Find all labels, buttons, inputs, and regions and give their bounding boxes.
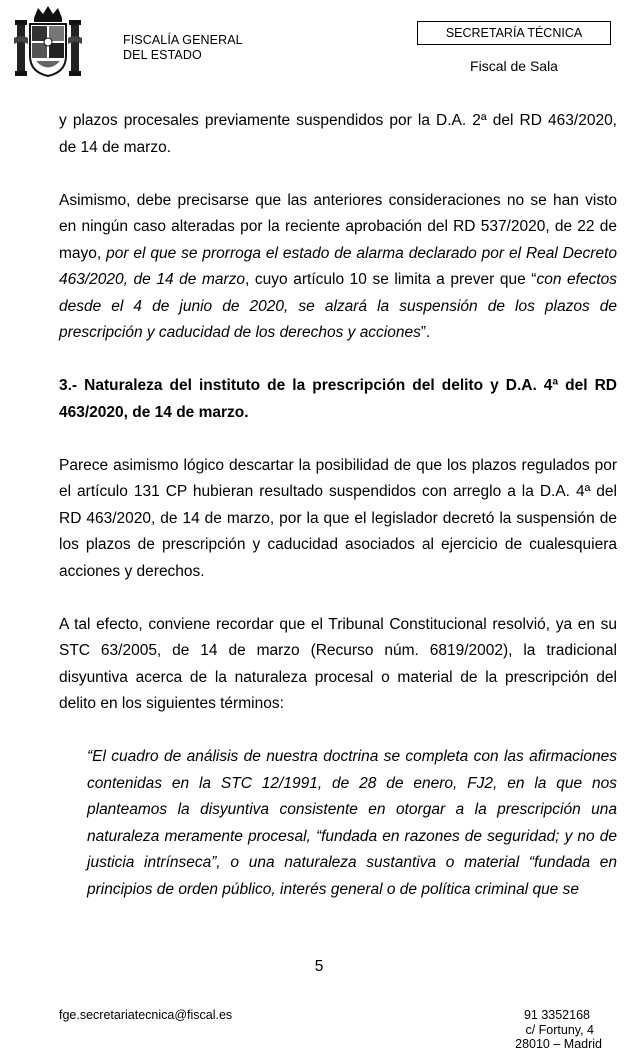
paragraph-3: Parece asimismo lógico descartar la posibilidad de que los plazos regulados por el artículo 131 CP hubieran resultado suspendidos con arreglo a la D.A. 4ª del RD 463/2020, de 14 de marzo, por la que el legislador decretó la suspensión de los plazos de prescripción y caducidad asociados al ejercicio de cualesquiera acciones y derechos. (59, 456, 617, 580)
footer-street: c/ Fortuny, 4 (525, 1022, 594, 1037)
paragraph-2-italic-d: con efectos desde el 4 de junio de 2020, se alzará la suspensión de los plazos de prescripción y caducidad de los derechos y acciones (59, 271, 617, 341)
coat-of-arms-icon (14, 4, 82, 80)
paragraph-2-text-c: , cuyo artículo 10 se limita a prever que “ (245, 271, 537, 288)
department-box: SECRETARÍA TÉCNICA (417, 21, 611, 45)
department-subtitle: Fiscal de Sala (470, 58, 558, 74)
org-line-1: FISCALÍA GENERAL (123, 33, 243, 47)
organization-name (123, 33, 243, 63)
footer-phone: 91 3352168 (523, 1008, 590, 1022)
document-body (59, 108, 617, 930)
footer-email: fge.secretariatecnica@fiscal.es (59, 1008, 233, 1022)
paragraph-4: A tal efecto, conviene recordar que el Tribunal Constitucional resolvió, ya en su STC 63/2005, de 14 de marzo (Recurso núm. 6819/2002), la tradicional disyuntiva acerca de la naturaleza procesal o material de la prescripción del delito en los siguientes términos: (59, 615, 617, 712)
section-heading: 3.- Naturaleza del instituto de la prescripción del delito y D.A. 4ª del RD 463/2020, de 14 de marzo. (59, 377, 617, 421)
paragraph-2-text-e: ”. (420, 324, 431, 341)
footer-address (515, 1008, 602, 1052)
paragraph-1: y plazos procesales previamente suspendidos por la D.A. 2ª del RD 463/2020, de 14 de marzo. (59, 112, 617, 156)
org-line-2: DEL ESTADO (123, 48, 202, 62)
page-number: 5 (314, 958, 324, 975)
footer-city: 28010 – Madrid (515, 1037, 602, 1051)
paragraph-2 (59, 188, 617, 347)
paragraph-2-italic-b: por el que se prorroga el estado de alarma declarado por el Real Decreto 463/2020, de 14 de marzo (59, 244, 617, 288)
quoted-passage: “El cuadro de análisis de nuestra doctrina se completa con las afirmaciones contenidas en la STC 12/1991, de 28 de enero, FJ2, en la que nos planteamos la disyuntiva consistente en otorgar a la prescripción una naturaleza meramente procesal, “fundada en razones de seguridad; y no de justicia intrínseca”, o una naturaleza sustantiva o material “fundada en principios de orden público, interés general o de política criminal que se (87, 748, 617, 898)
paragraph-2-text-a: Asimismo, debe precisarse que las anteriores consideraciones no se han visto en ningún caso alteradas por la reciente aprobación del RD 537/2020, de 22 de mayo, (59, 191, 617, 262)
